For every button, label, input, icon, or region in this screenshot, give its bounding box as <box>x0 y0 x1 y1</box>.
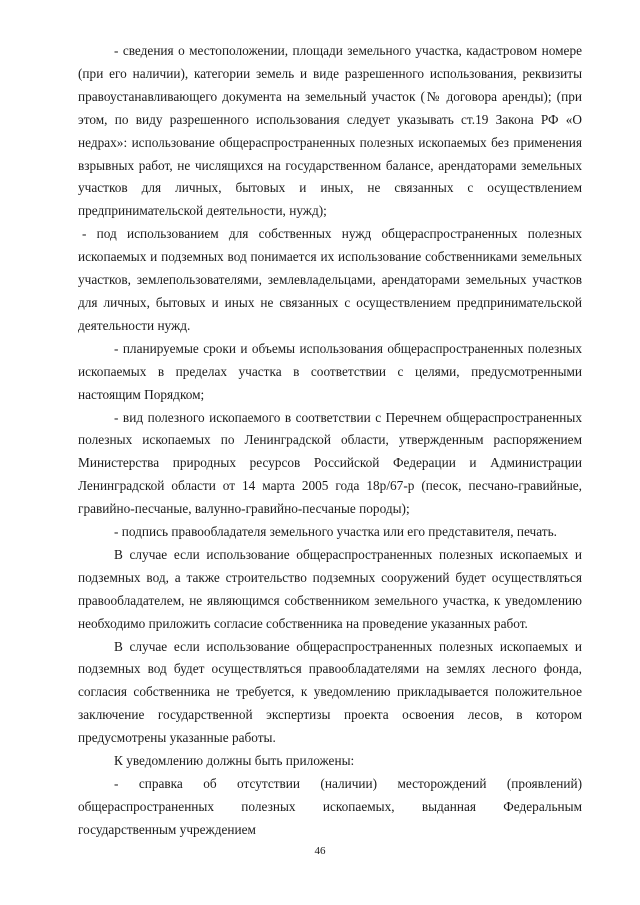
document-body <box>78 40 582 842</box>
paragraph-own-needs-definition: - под использованием для собственных нужд общераспространенных полезных ископаемых и подземных вод понимается их использование собственниками земельных участков, землепользователями, землевладельцами, арендаторами земельных участков для личных, бытовых и иных не связанных с осуществлением предпринимательской деятельности нужд. <box>78 226 582 333</box>
paragraph-location-info: - сведения о местоположении, площади земельного участка, кадастровом номере (при его наличии), категории земель и виде разрешенного использования, реквизиты правоустанавливающего документа на земельный участок (№ договора аренды); (при этом, по виду разрешенного использования следует указывать ст.19 Закона РФ «О недрах»: использование общераспространенных полезных ископаемых без применения взрывных работ, не числящихся на государственном балансе, арендаторами земельных участков для личных, бытовых и иных, не связанных с осуществлением предпринимательской деятельности, нужд); <box>78 43 582 219</box>
paragraph-planned-terms: - планируемые сроки и объемы использования общераспространенных полезных ископаемых в пределах участка в соответствии с целями, предусмотренными настоящим Порядком; <box>78 340 582 402</box>
page-number: 46 <box>314 845 326 857</box>
paragraph-owner-consent: В случае если использование общераспространенных полезных ископаемых и подземных вод, а также строительство подземных сооружений будет осуществляться правообладателем, не являющимся собственником земельного участка, к уведомлению необходимо приложить согласие собственника на проведение указанных работ. <box>78 546 582 631</box>
paragraph-mineral-type: - вид полезного ископаемого в соответствии с Перечнем общераспространенных полезных ископаемых по Ленинградской области, утвержденным распоряжением Министерства природных ресурсов Российской Федерации и Администрации Ленинградской области от 14 марта 2005 года 18р/67-р (песок, песчано-гравийные, гравийно-песчаные, валунно-гравийно-песчаные породы); <box>78 409 582 517</box>
paragraph-attachments-heading: К уведомлению должны быть приложены: <box>114 753 355 769</box>
paragraph-signature: - подпись правообладателя земельного участка или его представителя, печать. <box>114 524 557 540</box>
paragraph-forest-fund: В случае если использование общераспространенных полезных ископаемых и подземных вод будет осуществляться правообладателями на землях лесного фонда, согласия собственника не требуется, к уведомлению прикладывается положительное заключение государственной экспертизы проекта освоения лесов, в котором предусмотрены указанные работы. <box>78 638 582 746</box>
paragraph-certificate: - справка об отсутствии (наличии) месторождений (проявлений) общераспространенных полезных ископаемых, выданная Федеральным государственным учреждением <box>78 776 582 837</box>
